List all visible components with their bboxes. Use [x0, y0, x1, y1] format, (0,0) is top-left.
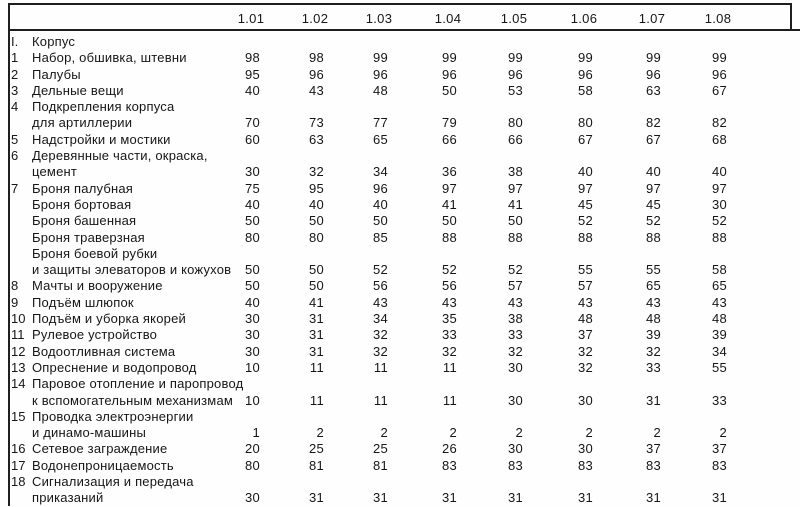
cell-value: 73: [308, 115, 324, 131]
table-row-line: [0, 441, 800, 457]
cell-value: 31: [577, 490, 593, 506]
cell-value: 11: [309, 392, 324, 408]
cell-value: 82: [645, 115, 661, 131]
cell-value: 50: [507, 213, 523, 229]
cell-value: 31: [507, 490, 523, 506]
cell-value: 40: [711, 164, 727, 180]
cell-value: 38: [507, 164, 523, 180]
cell-value: 81: [372, 457, 388, 473]
cell-value: 97: [507, 180, 523, 196]
table-row-line: [0, 164, 800, 180]
cell-value: 31: [711, 490, 727, 506]
row-number: I.: [11, 34, 19, 49]
row-number: 5: [11, 131, 19, 147]
cell-value: 80: [244, 229, 260, 245]
cell-value: 55: [577, 262, 593, 278]
table-top-border: [8, 3, 792, 5]
cell-value: 48: [372, 82, 388, 98]
row-label: Броня боевой рубки: [32, 245, 158, 261]
cell-value: 50: [441, 213, 457, 229]
cell-value: 10: [244, 359, 260, 375]
cell-value: 99: [372, 50, 388, 66]
table-row-line: [0, 83, 800, 99]
cell-value: 33: [711, 392, 727, 408]
cell-value: 97: [441, 180, 457, 196]
column-header: 1.04: [434, 11, 462, 26]
row-number: 18: [11, 474, 26, 490]
cell-value: 31: [308, 343, 324, 359]
column-header: 1.05: [500, 11, 528, 26]
cell-value: 88: [507, 229, 523, 245]
row-label: Проводка электроэнергии: [32, 408, 194, 424]
cell-value: 50: [441, 82, 457, 98]
row-number: 1: [11, 50, 19, 66]
cell-value: 55: [645, 262, 661, 278]
row-label: Сигнализация и передача: [32, 474, 194, 490]
cell-value: 39: [711, 327, 727, 343]
column-header: 1.03: [365, 11, 393, 26]
cell-value: 96: [507, 66, 523, 82]
cell-value: 34: [711, 343, 727, 359]
cell-value: 45: [645, 196, 661, 212]
row-label: Паровое отопление и паропровод: [32, 376, 244, 392]
cell-value: 80: [577, 115, 593, 131]
cell-value: 30: [244, 490, 260, 506]
table-row-line: [0, 360, 800, 376]
cell-value: 30: [244, 164, 260, 180]
row-label: Броня бортовая: [32, 196, 132, 212]
cell-value: 30: [577, 441, 593, 457]
table-row-line: [0, 246, 800, 262]
cell-value: 31: [372, 490, 388, 506]
table-body: [0, 34, 800, 507]
cell-value: 83: [441, 457, 457, 473]
row-label: Корпус: [32, 34, 76, 49]
cell-value: 85: [372, 229, 388, 245]
cell-value: 53: [507, 82, 523, 98]
cell-value: 30: [244, 311, 260, 327]
table-row-line: [0, 197, 800, 213]
cell-value: 40: [308, 196, 324, 212]
cell-value: 97: [577, 180, 593, 196]
cell-value: 96: [308, 66, 324, 82]
cell-value: 26: [441, 441, 457, 457]
column-header: 1.02: [301, 11, 329, 26]
cell-value: 88: [441, 229, 457, 245]
cell-value: 99: [645, 50, 661, 66]
cell-value: 65: [645, 278, 661, 294]
cell-value: 43: [645, 294, 661, 310]
cell-value: 98: [244, 50, 260, 66]
cell-value: 31: [308, 327, 324, 343]
cell-value: 99: [577, 50, 593, 66]
column-header: 1.01: [237, 11, 265, 26]
row-number: 12: [11, 343, 26, 359]
cell-value: 48: [577, 311, 593, 327]
cell-value: 30: [577, 392, 593, 408]
cell-value: 34: [372, 311, 388, 327]
table-row-line: [0, 311, 800, 327]
cell-value: 41: [308, 294, 324, 310]
table-header-row: [0, 11, 800, 29]
cell-value: 11: [373, 392, 388, 408]
row-label: Сетевое заграждение: [32, 441, 168, 457]
row-label: Броня башенная: [32, 213, 137, 229]
row-label: Опреснение и водопровод: [32, 359, 197, 375]
cell-value: 52: [507, 262, 523, 278]
cell-value: 39: [645, 327, 661, 343]
cell-value: 40: [244, 196, 260, 212]
cell-value: 37: [577, 327, 593, 343]
cell-value: 31: [645, 490, 661, 506]
cell-value: 63: [645, 82, 661, 98]
cell-value: 40: [244, 82, 260, 98]
cell-value: 48: [711, 311, 727, 327]
cell-value: 37: [645, 441, 661, 457]
cell-value: 43: [372, 294, 388, 310]
cell-value: 32: [308, 164, 324, 180]
cell-value: 80: [244, 457, 260, 473]
row-label: Водонепроницаемость: [32, 457, 174, 473]
cell-value: 96: [372, 66, 388, 82]
cell-value: 95: [244, 66, 260, 82]
row-number: 11: [11, 327, 25, 343]
row-label: приказаний: [32, 490, 104, 506]
cell-value: 56: [441, 278, 457, 294]
cell-value: 65: [711, 278, 727, 294]
table-row-line: [0, 262, 800, 278]
table-row-line: [0, 278, 800, 294]
table-row-line: [0, 34, 800, 50]
row-label: Надстройки и мостики: [32, 131, 171, 147]
cell-value: 58: [711, 262, 727, 278]
table-row-line: [0, 132, 800, 148]
row-label: Подъём и уборка якорей: [32, 311, 186, 327]
table-row-line: [0, 50, 800, 66]
table-row-line: [0, 409, 800, 425]
table-row-line: [0, 344, 800, 360]
row-label: и защиты элеваторов и кожухов: [32, 262, 232, 278]
row-label: Деревянные части, окраска,: [32, 148, 208, 164]
table-row-line: [0, 295, 800, 311]
row-number: 4: [11, 99, 19, 115]
row-label: цемент: [32, 164, 78, 180]
row-number: 3: [11, 82, 19, 98]
cell-value: 31: [308, 490, 324, 506]
cell-value: 36: [441, 164, 457, 180]
table-row-line: [0, 230, 800, 246]
cell-value: 88: [577, 229, 593, 245]
cell-value: 70: [244, 115, 260, 131]
cell-value: 52: [441, 262, 457, 278]
row-label: Дельные вещи: [32, 82, 124, 98]
cell-value: 83: [507, 457, 523, 473]
cell-value: 30: [507, 359, 523, 375]
cell-value: 52: [645, 213, 661, 229]
row-label: Водоотливная система: [32, 343, 176, 359]
cell-value: 98: [308, 50, 324, 66]
cell-value: 50: [244, 213, 260, 229]
cell-value: 63: [308, 131, 324, 147]
row-label: Подъём шлюпок: [32, 294, 134, 310]
cell-value: 31: [441, 490, 457, 506]
cell-value: 11: [442, 359, 457, 375]
cell-value: 32: [577, 359, 593, 375]
cell-value: 55: [711, 359, 727, 375]
table-row-line: [0, 393, 800, 409]
cell-value: 65: [372, 131, 388, 147]
cell-value: 1: [252, 425, 260, 441]
cell-value: 31: [645, 392, 661, 408]
row-number: 16: [11, 441, 26, 457]
cell-value: 50: [308, 262, 324, 278]
cell-value: 88: [645, 229, 661, 245]
row-number: 14: [11, 376, 26, 392]
cell-value: 30: [244, 327, 260, 343]
cell-value: 41: [441, 196, 457, 212]
row-number: 10: [11, 311, 26, 327]
cell-value: 31: [308, 311, 324, 327]
cell-value: 40: [372, 196, 388, 212]
cell-value: 43: [308, 82, 324, 98]
cell-value: 33: [507, 327, 523, 343]
cell-value: 81: [308, 457, 324, 473]
cell-value: 57: [577, 278, 593, 294]
row-label: Броня палубная: [32, 180, 134, 196]
row-number: 9: [11, 294, 19, 310]
row-number: 13: [11, 359, 26, 375]
cell-value: 25: [308, 441, 324, 457]
cell-value: 66: [441, 131, 457, 147]
cell-value: 32: [507, 343, 523, 359]
table-row-line: [0, 115, 800, 131]
cell-value: 52: [711, 213, 727, 229]
cell-value: 83: [711, 457, 727, 473]
cell-value: 83: [577, 457, 593, 473]
cell-value: 40: [244, 294, 260, 310]
cell-value: 57: [507, 278, 523, 294]
row-number: 15: [11, 408, 26, 424]
table-row-line: [0, 67, 800, 83]
cell-value: 48: [645, 311, 661, 327]
column-header: 1.06: [570, 11, 598, 26]
cell-value: 11: [309, 359, 324, 375]
table-row-line: [0, 474, 800, 490]
cell-value: 67: [577, 131, 593, 147]
row-label: для артиллерии: [32, 115, 133, 131]
cell-value: 33: [645, 359, 661, 375]
cell-value: 50: [308, 278, 324, 294]
cell-value: 67: [645, 131, 661, 147]
row-label: Подкрепления корпуса: [32, 99, 175, 115]
cell-value: 32: [372, 327, 388, 343]
cell-value: 82: [711, 115, 727, 131]
cell-value: 10: [244, 392, 260, 408]
cell-value: 2: [380, 425, 388, 441]
cell-value: 32: [645, 343, 661, 359]
cell-value: 40: [645, 164, 661, 180]
table-row-line: [0, 327, 800, 343]
cell-value: 96: [372, 180, 388, 196]
cell-value: 52: [372, 262, 388, 278]
cell-value: 30: [711, 196, 727, 212]
cell-value: 25: [372, 441, 388, 457]
cell-value: 80: [308, 229, 324, 245]
row-label: к вспомогательным механизмам: [32, 392, 234, 408]
cell-value: 56: [372, 278, 388, 294]
cell-value: 32: [372, 343, 388, 359]
cell-value: 50: [244, 278, 260, 294]
cell-value: 88: [711, 229, 727, 245]
cell-value: 30: [507, 441, 523, 457]
cell-value: 30: [244, 343, 260, 359]
cell-value: 60: [244, 131, 260, 147]
cell-value: 35: [441, 311, 457, 327]
cell-value: 96: [711, 66, 727, 82]
cell-value: 52: [577, 213, 593, 229]
cell-value: 11: [373, 359, 388, 375]
cell-value: 99: [441, 50, 457, 66]
cell-value: 97: [711, 180, 727, 196]
cell-value: 50: [308, 213, 324, 229]
cell-value: 50: [244, 262, 260, 278]
table-row-line: [0, 99, 800, 115]
column-header: 1.07: [638, 11, 666, 26]
row-number: 6: [11, 148, 19, 164]
cell-value: 43: [577, 294, 593, 310]
row-label: и динамо-машины: [32, 425, 147, 441]
cell-value: 80: [507, 115, 523, 131]
cell-value: 75: [244, 180, 260, 196]
cell-value: 96: [441, 66, 457, 82]
cell-value: 2: [449, 425, 457, 441]
row-label: Броня траверзная: [32, 229, 145, 245]
table-row-line: [0, 148, 800, 164]
cell-value: 68: [711, 131, 727, 147]
cell-value: 2: [515, 425, 523, 441]
cell-value: 43: [507, 294, 523, 310]
cell-value: 96: [645, 66, 661, 82]
row-number: 7: [11, 180, 19, 196]
cell-value: 79: [441, 115, 457, 131]
row-number: 8: [11, 278, 19, 294]
cell-value: 33: [441, 327, 457, 343]
table-row-line: [0, 181, 800, 197]
cell-value: 83: [645, 457, 661, 473]
cell-value: 32: [441, 343, 457, 359]
row-label: Рулевое устройство: [32, 327, 158, 343]
cell-value: 40: [577, 164, 593, 180]
cell-value: 32: [577, 343, 593, 359]
cell-value: 97: [645, 180, 661, 196]
cell-value: 34: [372, 164, 388, 180]
cell-value: 2: [585, 425, 593, 441]
row-label: Палубы: [32, 66, 81, 82]
row-label: Мачты и вооружение: [32, 278, 163, 294]
cell-value: 30: [507, 392, 523, 408]
table-row-line: [0, 425, 800, 441]
header-separator-line: [8, 29, 800, 31]
table-row-line: [0, 213, 800, 229]
cell-value: 2: [653, 425, 661, 441]
cell-value: 50: [372, 213, 388, 229]
cell-value: 11: [442, 392, 457, 408]
cell-value: 20: [244, 441, 260, 457]
cell-value: 43: [441, 294, 457, 310]
table-row-line: [0, 490, 800, 506]
cell-value: 58: [577, 82, 593, 98]
cell-value: 67: [711, 82, 727, 98]
cell-value: 41: [507, 196, 523, 212]
row-number: 17: [11, 457, 26, 473]
cell-value: 99: [507, 50, 523, 66]
cell-value: 2: [316, 425, 324, 441]
cell-value: 38: [507, 311, 523, 327]
cell-value: 45: [577, 196, 593, 212]
cell-value: 66: [507, 131, 523, 147]
table-row-line: [0, 458, 800, 474]
cell-value: 77: [372, 115, 388, 131]
cell-value: 37: [711, 441, 727, 457]
column-header: 1.08: [704, 11, 732, 26]
cell-value: 96: [577, 66, 593, 82]
row-number: 2: [11, 66, 19, 82]
cell-value: 2: [719, 425, 727, 441]
row-label: Набор, обшивка, штевни: [32, 50, 187, 66]
table-row-line: [0, 376, 800, 392]
cell-value: 95: [308, 180, 324, 196]
cell-value: 99: [711, 50, 727, 66]
cell-value: 43: [711, 294, 727, 310]
